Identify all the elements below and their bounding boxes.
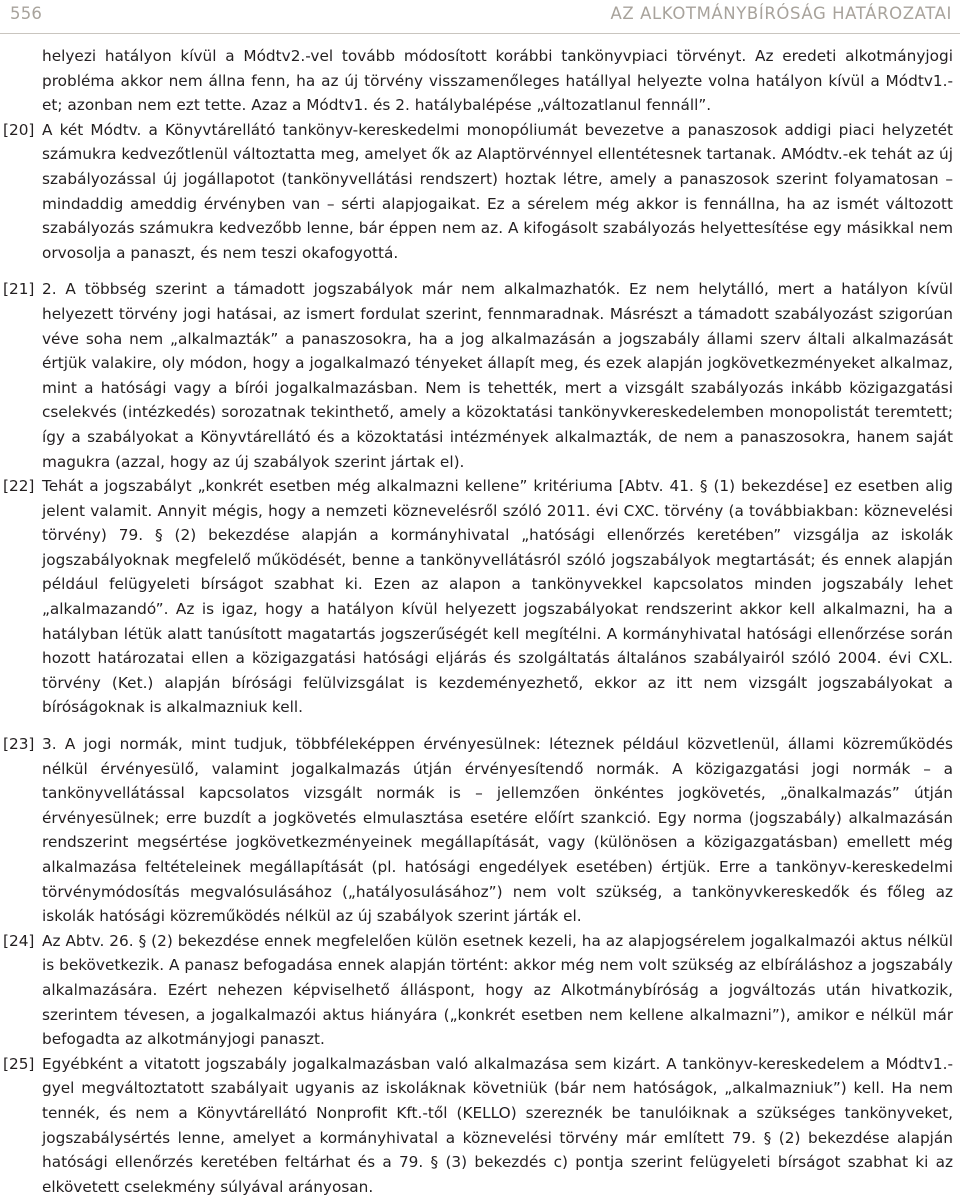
paragraph-number: [20] [3, 120, 35, 139]
paragraph-text: A két Módtv. a Könyvtárellátó tankönyv-kereskedelmi monopóliumát bevezetve a panaszosok addigi piaci helyzetét számukra kedvezőtlenül változtatta meg, amelyet ők az Alaptörvénnyel ellentétesnek tartanak. AMódtv.-ek tehát az új szabályozással új jogállapotot (tankönyvellátási rendszert) hoztak létre, amely a panaszosok szerint folyamatosan – mindaddig ameddig érvényben van – sérti alapjogaikat. Ez a sérelem még akkor is fennállna, ha az ismét változott szabályozás számukra kedvezőbb lenne, bár éppen nem az. A kifogásolt szabályozás helyettesítése egy másikkal nem orvosolja a panaszt, és nem teszi okafogyottá. [42, 120, 953, 262]
paragraph-23 [0, 732, 960, 929]
paragraph-24 [0, 929, 960, 1052]
paragraph-number: [23] [3, 735, 35, 754]
paragraph-text: Egyébként a vitatott jogszabály jogalkalmazásban való alkalmazása sem kizárt. A tankönyv-kereskedelem a Módtv1.-gyel megváltoztatott szabályait ugyanis az iskoláknak követniük (bár nem hatóságok, „alkalmazniuk”) kell. Ha nem tennék, és nem a Könyvtárellátó Nonprofit Kft.-től (KELLO) szereznék be tanulóiknak a szükséges tankönyveket, jogszabálysértés lenne, amelyet a kormányhivatal a köznevelési törvény már említett 79. § (2) bekezdése alapján hatósági ellenőrzés keretében feltárhat és a 79. § (3) bekezdés c) pontja szerint felügyeleti bírságot szabhat ki az elkövetett cselekmény súlyával arányosan. [42, 1054, 953, 1196]
paragraph-20 [0, 118, 960, 266]
paragraph-22 [0, 474, 960, 720]
paragraph-number: [22] [3, 477, 35, 496]
header-rule [0, 33, 960, 34]
paragraph-25 [0, 1052, 960, 1200]
running-title: AZ ALKOTMÁNYBÍRÓSÁG HATÁROZATAI [610, 4, 952, 23]
paragraph-text: 2. A többség szerint a támadott jogszabályok már nem alkalmazhatók. Ez nem helytálló, mert a hatályon kívül helyezett törvény jogi hatásai, az ismert fordulat szerint, fennmaradnak. Másrészt a támadott szabályozást szigorúan véve soha nem „alkalmazták” a panaszosokra, ha a jog alkalmazásán a jogszabály állami szerv általi alkalmazását értjük valakire, oly módon, hogy a jogalkalmazó tényeket állapít meg, és ezek alapján jogkövetkezményeket alkalmaz, mint a hatósági vagy a bírói jogalkalmazásban. Nem is tehették, mert a vizsgált szabályozás inkább közigazgatási cselekvés (intézkedés) sorozatnak tekinthető, amely a közoktatási tankönyvkereskedelemben monopolistát teremtett; így a szabályokat a Könyvtárellátó és a közoktatási intézmények alkalmazták, de nem a panaszosokra, hanem saját magukra (azzal, hogy az új szabályok szerint jártak el). [42, 280, 953, 471]
paragraph-number: [21] [3, 280, 35, 299]
paragraph-text: helyezi hatályon kívül a Módtv2.-vel tovább módosított korábbi tankönyvpiaci törvényt. Az eredeti alkotmányjogi probléma akkor nem állna fenn, ha az új törvény visszamenőleges hatállyal helyezte volna hatályon kívül a Módtv1.-et; azonban nem ezt tette. Azaz a Módtv1. és 2. hatálybalépése „változatlanul fennáll”. [42, 47, 953, 115]
paragraph-continued [0, 44, 960, 118]
paragraph-number: [24] [3, 931, 35, 950]
paragraph-text: Az Abtv. 26. § (2) bekezdése ennek megfelelően külön esetnek kezeli, ha az alapjogsérelem jogalkalmazói aktus nélkül is bekövetkezik. A panasz befogadása ennek alapján történt: akkor még nem volt szükség az elbíráláshoz a jogszabály alkalmazására. Ezért nehezen képviselhető álláspont, hogy az Alkotmánybíróság a jogváltozás után hivatkozik, szerintem tévesen, a jogalkalmazói aktus hiányára („konkrét esetben nem kellene alkalmazni”), amikor e nélkül már befogadta az alkotmányjogi panaszt. [42, 931, 953, 1049]
paragraph-number: [25] [3, 1054, 35, 1073]
paragraph-21 [0, 277, 960, 474]
page-number: 556 [10, 4, 43, 23]
document-body [0, 44, 960, 1199]
paragraph-text: Tehát a jogszabályt „konkrét esetben még alkalmazni kellene” kritériuma [Abtv. 41. § (1) bekezdése] ez esetben alig jelent valamit. Annyit mégis, hogy a nemzeti köznevelésről szóló 2011. évi CXC. törvény (a továbbiakban: köznevelési törvény) 79. § (2) bekezdése alapján a kormányhivatal „hatósági ellenőrzés keretében” vizsgálja az iskolák jogszabályoknak megfelelő működését, benne a tankönyvellátásról szóló jogszabályok megtartását; és ennek alapján például felügyeleti bírságot szabhat ki. Ezen az alapon a tankönyvekkel kapcsolatos minden jogszabály lehet „alkalmazandó”. Az is igaz, hogy a hatályon kívül helyezett jogszabályokat rendszerint akkor kell alkalmazni, ha a hatályban létük alatt tanúsított magatartás jogszerűségét kell megítélni. A kormányhivatal hatósági ellenőrzése során hozott határozatai ellen a közigazgatási hatósági eljárás és szolgáltatás általános szabályairól szóló 2004. évi CXL. törvény (Ket.) alapján bírósági felülvizsgálat is kezdeményezhető, ekkor az itt nem vizsgált jogszabályokat a bíróságoknak is alkalmazniuk kell. [42, 477, 953, 717]
paragraph-text: 3. A jogi normák, mint tudjuk, többféleképpen érvényesülnek: léteznek például közvetlenül, állami közreműködés nélkül érvényesülő, valamint jogalkalmazás útján érvényesítendő normák. A közigazgatási jogi normák – a tankönyvellátással kapcsolatos vizsgált normák is – jellemzően önkéntes jogkövetés, „önalkalmazás” útján érvényesülnek; erre buzdít a jogkövetés elmulasztása esetére előírt szankció. Egy norma (jogszabály) alkalmazásán rendszerint megsértése jogkövetkezményeinek megállapítását, vagy (különösen a közigazgatásban) emellett még alkalmazása feltételeinek megállapítását (pl. hatósági engedélyek esetében) értjük. Erre a tankönyv-kereskedelmi törvénymódosítás megvalósulásához („hatályosulásához”) nem volt szükség, a tankönyvkereskedők és főleg az iskolák hatósági közreműködés nélkül az új szabályok szerint járták el. [42, 735, 953, 926]
page-header [0, 0, 960, 30]
